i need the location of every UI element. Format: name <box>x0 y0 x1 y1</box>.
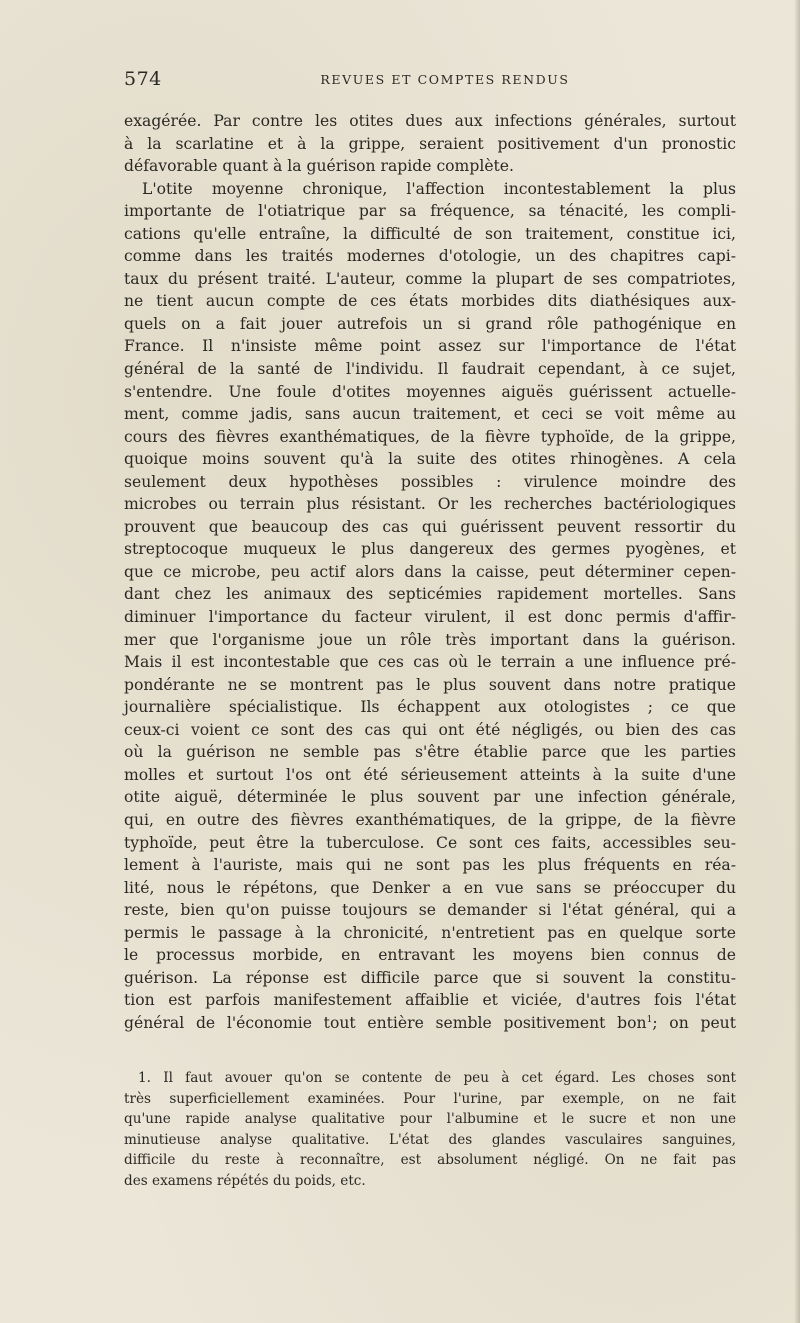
text-line: où la guérison ne semble pas s'être établie parce que les parties <box>124 743 736 762</box>
text-line: qui, en outre des fièvres exanthématiques, de la grippe, de la fièvre <box>124 810 736 829</box>
text-line: cations qu'elle entraîne, la difficulté de son traitement, constitue ici, <box>124 224 736 243</box>
text-line: tion est parfois manifestement affaiblie et viciée, d'autres fois l'état <box>124 991 736 1010</box>
footnote-line: 1. Il faut avouer qu'on se contente de peu à cet égard. Les choses sont <box>138 1070 736 1086</box>
text-line: taux du présent traité. L'auteur, comme la plupart de ses compatriotes, <box>124 269 736 288</box>
text-line: streptocoque muqueux le plus dangereux des germes pyogènes, et <box>124 540 736 559</box>
text-line: microbes ou terrain plus résistant. Or les recherches bactériologiques <box>124 495 736 514</box>
text-line: seulement deux hypothèses possibles : virulence moindre des <box>124 472 736 491</box>
text-line: exagérée. Par contre les otites dues aux infections générales, surtout <box>124 112 736 130</box>
text-line: défavorable quant à la guérison rapide complète. <box>124 157 514 176</box>
text-line: dant chez les animaux des septicémies rapidement mortelles. Sans <box>124 585 736 604</box>
text-line: otite aiguë, déterminée le plus souvent par une infection générale, <box>124 788 736 807</box>
footnote-line: très superficiellement examinées. Pour l'urine, par exemple, on ne fait <box>124 1090 736 1107</box>
text-line: L'otite moyenne chronique, l'affection incontestablement la plus <box>142 179 736 198</box>
text-line: ne tient aucun compte de ces états morbides dits diathésiques aux- <box>124 292 736 311</box>
footnote-line: des examens répétés du poids, etc. <box>124 1172 366 1189</box>
text-line: ceux-ci voient ce sont des cas qui ont été négligés, ou bien des cas <box>124 720 736 739</box>
running-head: REVUES ET COMPTES RENDUS <box>320 72 570 87</box>
text-segment: général de l'économie tout entière semble positivement bon <box>124 1013 647 1032</box>
footnote-reference: 1 <box>646 1014 653 1025</box>
page-edge-shadow <box>794 0 800 1323</box>
text-line: journalière spécialistique. Ils échappent aux otologistes ; ce que <box>124 698 736 717</box>
text-line: pondérante ne se montrent pas le plus souvent dans notre pratique <box>124 675 736 694</box>
footnote-line: qu'une rapide analyse qualitative pour l'albumine et le sucre et non une <box>124 1111 736 1128</box>
footnote-line: minutieuse analyse qualitative. L'état des glandes vasculaires sanguines, <box>124 1131 736 1148</box>
text-line: quels on a fait jouer autrefois un si grand rôle pathogénique en <box>124 314 736 333</box>
text-line: typhoïde, peut être la tuberculose. Ce sont ces faits, accessibles seu- <box>124 833 736 852</box>
text-line: que ce microbe, peu actif alors dans la caisse, peut déterminer cepen- <box>124 562 736 581</box>
text-line: diminuer l'importance du facteur virulent, il est donc permis d'affir- <box>124 608 736 627</box>
page-header <box>124 68 736 96</box>
text-line: le processus morbide, en entravant les moyens bien connus de <box>124 946 736 965</box>
text-line: molles et surtout l'os ont été sérieusement atteints à la suite d'une <box>124 765 736 784</box>
text-line: s'entendre. Une foule d'otites moyennes aiguës guérissent actuelle- <box>124 382 736 401</box>
text-segment: ; on peut <box>652 1013 736 1032</box>
text-line: France. Il n'insiste même point assez sur l'importance de l'état <box>124 337 736 356</box>
text-line: cours des fièvres exanthématiques, de la fièvre typhoïde, de la grippe, <box>124 427 736 446</box>
text-line: permis le passage à la chronicité, n'entretient pas en quelque sorte <box>124 923 736 942</box>
text-line: guérison. La réponse est difficile parce que si souvent la constitu- <box>124 968 736 987</box>
text-line: Mais il est incontestable que ces cas où le terrain a une influence pré- <box>124 653 736 672</box>
footnote <box>124 1068 736 1192</box>
text-line: lité, nous le répétons, que Denker a en vue sans se préoccuper du <box>124 878 736 897</box>
text-line: général de la santé de l'individu. Il faudrait cependant, à ce sujet, <box>124 360 736 379</box>
text-line: lement à l'auriste, mais qui ne sont pas les plus fréquents en réa- <box>124 856 736 875</box>
text-line-with-footnote-ref <box>124 1012 736 1035</box>
text-line: mer que l'organisme joue un rôle très important dans la guérison. <box>124 630 736 649</box>
text-line: reste, bien qu'on puisse toujours se demander si l'état général, qui a <box>124 901 736 920</box>
text-line: quoique moins souvent qu'à la suite des otites rhinogènes. A cela <box>124 450 736 469</box>
footnote-line: difficile du reste à reconnaître, est absolument négligé. On ne fait pas <box>124 1152 736 1169</box>
text-line: prouvent que beaucoup des cas qui guérissent peuvent ressortir du <box>124 517 736 536</box>
page-number: 574 <box>124 68 162 90</box>
body-text <box>124 110 736 1034</box>
text-line: ment, comme jadis, sans aucun traitement, et ceci se voit même au <box>124 405 736 424</box>
text-line: comme dans les traités modernes d'otologie, un des chapitres capi- <box>124 247 736 266</box>
text-line: à la scarlatine et à la grippe, seraient positivement d'un pronostic <box>124 134 736 153</box>
text-line: importante de l'otiatrique par sa fréquence, sa ténacité, les compli- <box>124 202 736 221</box>
